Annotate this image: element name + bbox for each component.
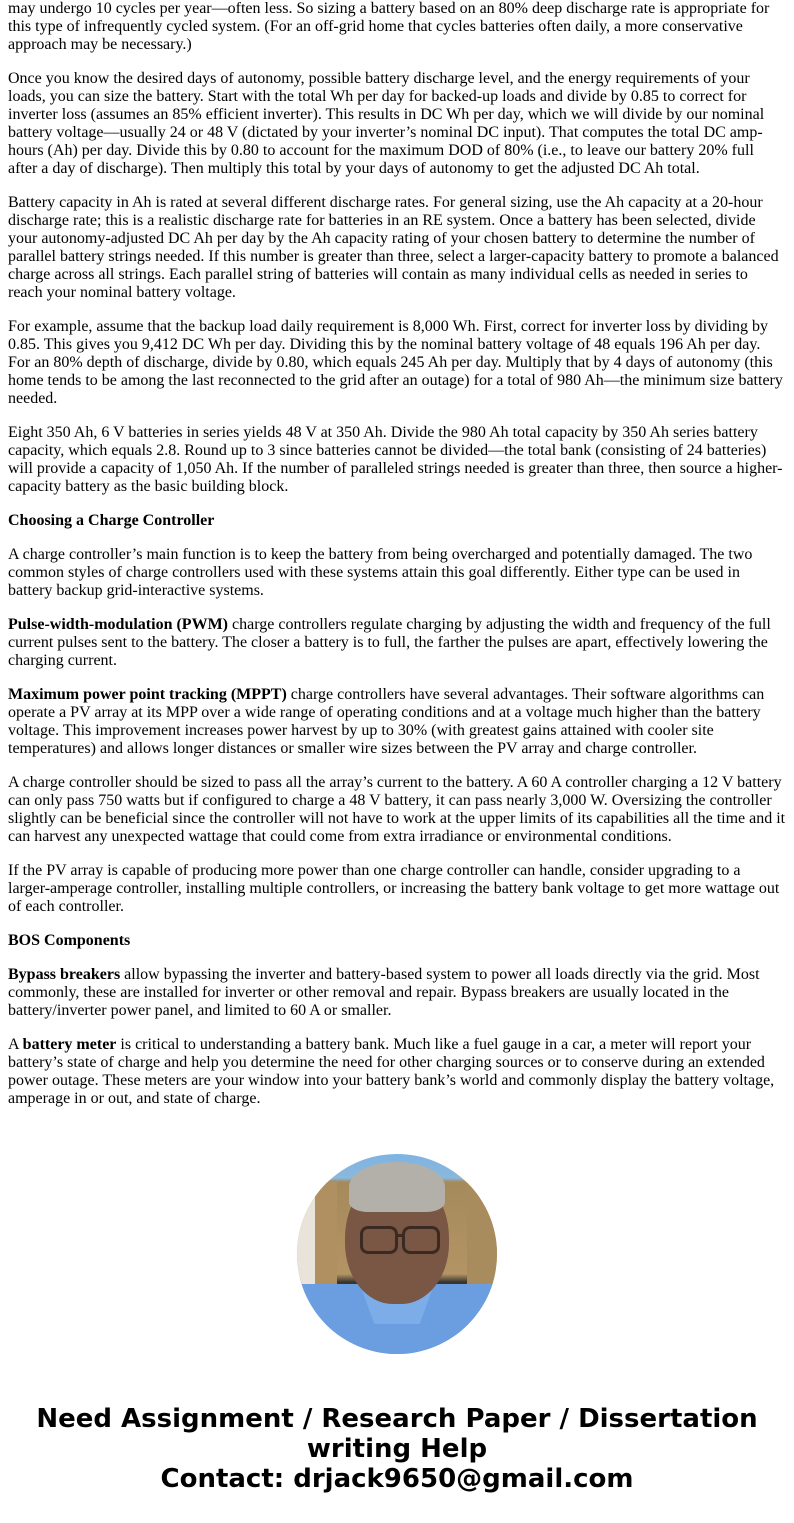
paragraph-mppt: Maximum power point tracking (MPPT) charge controllers have several advantages. Their software algorithms can operate a PV array at its MPP over a wide range of operating conditions and at a voltage much higher than the battery voltage. This improvement increases power harvest by up to 30% (with greatest gains attained with cooler site temperatures) and allows longer distances or smaller wire sizes between the PV array and charge controller. xyxy=(8,686,765,757)
section-heading-bos: BOS Components xyxy=(8,932,131,949)
paragraph-capacity-rating: Battery capacity in Ah is rated at several different discharge rates. For general sizing, use the Ah capacity at a 20-hour discharge rate; this is a realistic discharge rate for batteries in an RE system. Once a battery has been selected, divide your autonomy-adjusted DC Ah per day by the Ah capacity rating of your chosen battery to determine the number of parallel battery strings needed. If this number is greater than three, select a larger-capacity battery to promote a balanced charge across all strings. Each parallel string of batteries will contain as many individual cells as needed in series to reach your nominal battery voltage. xyxy=(8,194,779,301)
paragraph-bypass-breakers: Bypass breakers allow bypassing the inverter and battery-based system to power all loads directly via the grid. Most commonly, these are installed for inverter or other removal and repair. Bypass breakers are usually located in the battery/inverter power panel, and limited to 60 A or smaller. xyxy=(8,966,760,1019)
paragraph-cc-upgrade: If the PV array is capable of producing more power than one charge controller can handle, consider upgrading to a larger-amperage controller, installing multiple controllers, or increasing the battery bank voltage to get more wattage out of each controller. xyxy=(8,862,780,915)
promo-line-2: writing Help xyxy=(306,1434,488,1464)
paragraph-sizing-method: Once you know the desired days of autonomy, possible battery discharge level, and the energy requirements of your loads, you can size the battery. Start with the total Wh per day for backed-up loads and divide by 0.85 to correct for inverter loss (assumes an 85% efficient inverter). This results in DC Wh per day, which we will divide by our nominal battery voltage—usually 24 or 48 V (dictated by your inverter’s nominal DC input). That computes the total DC amp-hours (Ah) per day. Divide this by 0.80 to account for the maximum DOD of 80% (i.e., to leave our battery 20% full after a day of discharge). Then multiply this total by your days of autonomy to get the adjusted DC Ah total. xyxy=(8,70,765,177)
promo-line-1: Need Assignment / Research Paper / Dissertation xyxy=(36,1404,758,1434)
term-bypass-breakers: Bypass breakers xyxy=(8,966,121,983)
paragraph-cycles: may undergo 10 cycles per year—often less. So sizing a battery based on an 80% deep discharge rate is appropriate for this type of infrequently cycled system. (For an off-grid home that cycles batteries often daily, a more conservative approach may be necessary.) xyxy=(8,0,770,53)
promo-banner xyxy=(0,1404,794,1494)
term-mppt: Maximum power point tracking (MPPT) xyxy=(8,686,287,703)
paragraph-battery-meter: A battery meter is critical to understanding a battery bank. Much like a fuel gauge in a car, a meter will report your battery’s state of charge and help you determine the need for other charging sources or to conserve during an extended power outage. These meters are your window into your battery bank’s world and commonly display the battery voltage, amperage in or out, and state of charge. xyxy=(8,1036,775,1107)
paragraph-example: For example, assume that the backup load daily requirement is 8,000 Wh. First, correct for inverter loss by dividing by 0.85. This gives you 9,412 DC Wh per day. Dividing this by the nominal battery voltage of 48 equals 196 Ah per day. For an 80% depth of discharge, divide by 0.80, which equals 245 Ah per day. Multiply that by 4 days of autonomy (this home tends to be among the last reconnected to the grid after an outage) for a total of 980 Ah—the minimum size battery needed. xyxy=(8,318,783,407)
paragraph-cc-intro: A charge controller’s main function is to keep the battery from being overcharged and potentially damaged. The two common styles of charge controllers used with these systems attain this goal differently. Either type can be used in battery backup grid-interactive systems. xyxy=(8,546,753,599)
paragraph-series-batteries: Eight 350 Ah, 6 V batteries in series yields 48 V at 350 Ah. Divide the 980 Ah total capacity by 350 Ah series battery capacity, which equals 2.8. Round up to 3 since batteries cannot be divided—the total bank (consisting of 24 batteries) will provide a capacity of 1,050 Ah. If the number of paralleled strings needed is greater than three, then source a higher-capacity battery as the basic building block. xyxy=(8,424,783,495)
avatar xyxy=(297,1154,497,1354)
term-pwm: Pulse-width-modulation (PWM) xyxy=(8,616,228,633)
paragraph-pwm: Pulse-width-modulation (PWM) charge controllers regulate charging by adjusting the width and frequency of the full current pulses sent to the battery. The closer a battery is to full, the farther the pulses are apart, effectively lowering the charging current. xyxy=(8,616,771,669)
section-heading-charge-controller: Choosing a Charge Controller xyxy=(8,512,215,529)
paragraph-cc-sizing: A charge controller should be sized to pass all the array’s current to the battery. A 60 A controller charging a 12 V battery can only pass 750 watts but if configured to charge a 48 V battery, it can pass nearly 3,000 W. Oversizing the controller slightly can be beneficial since the controller will not have to work at the upper limits of its capabilities all the time and it can harvest any unexpected wattage that could come from extra irradiance or environmental conditions. xyxy=(8,774,786,845)
term-battery-meter: battery meter xyxy=(22,1036,117,1053)
promo-contact: Contact: drjack9650@gmail.com xyxy=(160,1464,634,1494)
avatar-container xyxy=(0,1154,794,1354)
